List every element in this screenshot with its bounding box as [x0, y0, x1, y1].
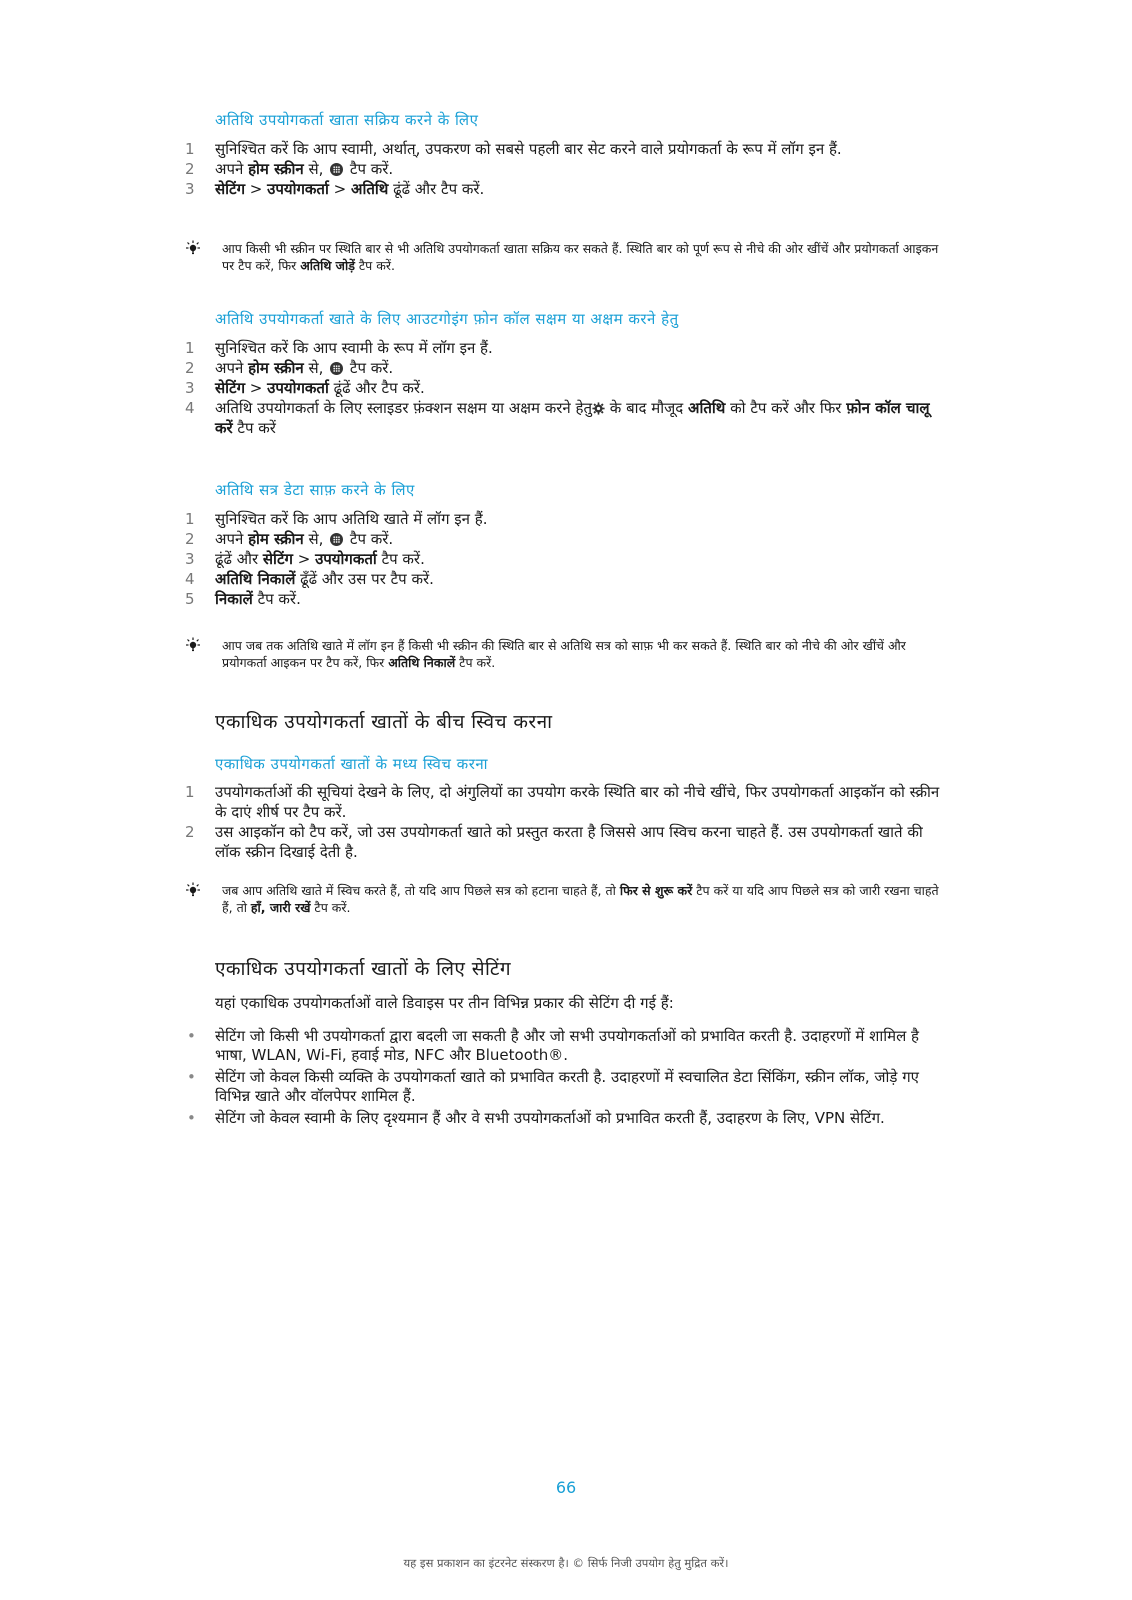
- list-item: [185, 1027, 955, 1065]
- section-title-guest-calls: अतिथि उपयोगकर्ता खाते के लिए आउटगोइंग फ़ोन कॉल सक्षम या अक्षम करने हेतु: [215, 310, 679, 328]
- step-text: को टैप करें और फिर: [725, 399, 847, 417]
- lightbulb-icon: [185, 882, 201, 898]
- step-number: 3: [185, 180, 195, 198]
- steps-activate-guest: [185, 139, 945, 199]
- step-text: सुनिश्चित करें कि आप स्वामी, अर्थात्, उपकरण को सबसे पहली बार सेट करने वाले प्रयोगकर्ता के रूप में लॉग इन हैं.: [215, 140, 842, 158]
- step-number: 1: [185, 510, 195, 528]
- step-item: [185, 398, 945, 438]
- tip-bold: हाँ, जारी रखें: [250, 900, 311, 915]
- step-bold: उपयोगकर्ता: [267, 379, 329, 397]
- section-title-clear-guest: अतिथि सत्र डेटा साफ़ करने के लिए: [215, 481, 415, 499]
- steps-guest-calls: [185, 338, 945, 438]
- tip-text-part: आप जब तक अतिथि खाते में लॉग इन हैं किसी भी स्क्रीन की स्थिति बार से अतिथि सत्र को साफ़ भी कर सकते हैं. स्थिति बार को नीचे की ओर खींचें और प्रयोगकर्ता आइकन पर टैप करें, फिर: [222, 638, 906, 670]
- tip-text: [222, 882, 945, 916]
- step-item: [185, 569, 945, 589]
- step-bold: उपयोगकर्ता: [267, 180, 329, 198]
- step-item: [185, 822, 945, 862]
- step-text: टैप करें.: [252, 590, 301, 608]
- step-number: 1: [185, 140, 195, 158]
- step-text: सुनिश्चित करें कि आप अतिथि खाते में लॉग इन हैं.: [215, 510, 488, 528]
- step-separator: >: [292, 550, 316, 568]
- tip-activate-guest: [185, 240, 945, 274]
- step-number: 4: [185, 399, 195, 417]
- step-number: 2: [185, 160, 195, 178]
- gear-icon: [592, 402, 605, 415]
- step-number: 2: [185, 530, 195, 548]
- intro-paragraph: यहां एकाधिक उपयोगकर्ताओं वाले डिवाइस पर तीन विभिन्न प्रकार की सेटिंग दी गई हैं:: [215, 994, 674, 1012]
- step-number: 2: [185, 823, 195, 841]
- step-bold: उपयोगकर्ता: [315, 550, 377, 568]
- step-item: [185, 782, 945, 822]
- step-number: 3: [185, 379, 195, 397]
- step-number: 3: [185, 550, 195, 568]
- step-number: 1: [185, 783, 195, 801]
- tip-text-part: आप किसी भी स्क्रीन पर स्थिति बार से भी अतिथि उपयोगकर्ता खाता सक्रिय कर सकते हैं. स्थिति बार को पूर्ण रूप से नीचे की ओर खींचें और प्रयोगकर्ता आइकन पर टैप करें, फिर: [222, 241, 939, 273]
- step-text: टैप करें.: [376, 550, 425, 568]
- section-title-switch-accounts: एकाधिक उपयोगकर्ता खातों के मध्य स्विच करना: [215, 755, 489, 773]
- apps-grid-icon: [330, 163, 343, 176]
- lightbulb-icon: [185, 637, 201, 653]
- step-bold: अतिथि निकालें: [215, 570, 296, 588]
- step-text: टैप करें.: [345, 160, 394, 178]
- tip-text-part: टैप करें.: [354, 258, 395, 273]
- bullet-marker: •: [187, 1109, 196, 1127]
- step-text: ढूंढें और: [215, 550, 263, 568]
- step-bold: होम स्क्रीन: [248, 530, 304, 548]
- step-bold: सेटिंग: [215, 180, 246, 198]
- step-separator: >: [245, 180, 268, 198]
- steps-switch-accounts: [185, 782, 945, 862]
- step-item: [185, 159, 945, 179]
- step-number: 2: [185, 359, 195, 377]
- tip-clear-guest: [185, 637, 945, 671]
- page-number: 66: [555, 1478, 577, 1497]
- list-item: [185, 1068, 955, 1106]
- step-item: [185, 139, 945, 159]
- step-item: [185, 509, 945, 529]
- step-number: 1: [185, 339, 195, 357]
- step-text: उस आइकॉन को टैप करें, जो उस उपयोगकर्ता खाते को प्रस्तुत करता है जिससे आप स्विच करना चाहते हैं. उस उपयोगकर्ता खाते की लॉक स्क्रीन दिखाई देती है.: [215, 823, 923, 861]
- step-item: [185, 529, 945, 549]
- step-bold: निकालें: [215, 590, 253, 608]
- step-item: [185, 378, 945, 398]
- step-number: 5: [185, 590, 195, 608]
- tip-text-part: टैप करें या यदि आप पिछले सत्र को जारी रखना चाहते हैं, तो: [222, 883, 939, 915]
- step-bold: सेटिंग: [262, 550, 293, 568]
- step-text: अपने: [215, 359, 249, 377]
- tip-bold: अतिथि जोड़ें: [300, 258, 355, 273]
- step-text: ढूँढें और उस पर टैप करें.: [295, 570, 434, 588]
- step-text: के बाद मौजूद: [605, 399, 688, 417]
- step-bold: होम स्क्रीन: [248, 160, 304, 178]
- lightbulb-icon: [185, 240, 201, 256]
- step-text: उपयोगकर्ताओं की सूचियां देखने के लिए, दो अंगुलियों का उपयोग करके स्थिति बार को नीचे खींचे, फिर उपयोगकर्ता आइकॉन को स्क्रीन के दाएं शीर्ष पर टैप करें.: [215, 783, 940, 821]
- step-item: [185, 549, 945, 569]
- step-text: अपने: [215, 160, 249, 178]
- step-bold: सेटिंग: [215, 379, 246, 397]
- bullet-text: सेटिंग जो किसी भी उपयोगकर्ता द्वारा बदली जा सकती है और जो सभी उपयोगकर्ताओं को प्रभावित करती है. उदाहरणों में शामिल है भाषा, WLAN, Wi-Fi, हवाई मोड, NFC और Bluetooth®.: [215, 1027, 919, 1064]
- step-item: [185, 179, 945, 199]
- bullet-text: सेटिंग जो केवल स्वामी के लिए दृश्यमान हैं और वे सभी उपयोगकर्ताओं को प्रभावित करती हैं, उदाहरण के लिए, VPN सेटिंग.: [215, 1109, 885, 1127]
- steps-clear-guest: [185, 509, 945, 609]
- tip-text-part: जब आप अतिथि खाते में स्विच करते हैं, तो यदि आप पिछले सत्र को हटाना चाहते हैं, तो: [222, 883, 620, 898]
- footer-notice: यह इस प्रकाशन का इंटरनेट संस्करण है। © सिर्फ निजी उपयोग हेतु मुद्रित करें।: [403, 1556, 729, 1570]
- heading-multi-user-settings: एकाधिक उपयोगकर्ता खातों के लिए सेटिंग: [215, 958, 511, 980]
- step-separator: >: [245, 379, 268, 397]
- heading-switch-accounts: एकाधिक उपयोगकर्ता खातों के बीच स्विच करना: [215, 711, 553, 733]
- list-item: [185, 1109, 955, 1128]
- step-text: से,: [303, 530, 329, 548]
- step-text: से,: [303, 160, 329, 178]
- step-text: ढूंढें और टैप करें.: [388, 180, 485, 198]
- step-text: अतिथि उपयोगकर्ता के लिए स्लाइडर फ़ंक्शन सक्षम या अक्षम करने हेतु: [215, 399, 593, 417]
- bullet-text: सेटिंग जो केवल किसी व्यक्ति के उपयोगकर्ता खाते को प्रभावित करती है. उदाहरणों में स्वचालित डेटा सिंकिंग, स्क्रीन लॉक, जोड़े गए विभिन्न खाते और वॉलपेपर शामिल हैं.: [215, 1068, 919, 1105]
- tip-bold: अतिथि निकालें: [388, 655, 456, 670]
- step-number: 4: [185, 570, 195, 588]
- tip-text: [222, 240, 945, 274]
- settings-bullet-list: [185, 1027, 955, 1131]
- step-bold: होम स्क्रीन: [248, 359, 304, 377]
- apps-grid-icon: [330, 533, 343, 546]
- tip-text-part: टैप करें.: [310, 900, 351, 915]
- tip-text-part: टैप करें.: [455, 655, 496, 670]
- section-title-activate-guest: अतिथि उपयोगकर्ता खाता सक्रिय करने के लिए: [215, 111, 479, 129]
- step-item: [185, 338, 945, 358]
- bullet-marker: •: [187, 1027, 196, 1045]
- step-text: टैप करें.: [345, 359, 394, 377]
- step-text: सुनिश्चित करें कि आप स्वामी के रूप में लॉग इन हैं.: [215, 339, 493, 357]
- step-text: से,: [303, 359, 329, 377]
- step-item: [185, 358, 945, 378]
- step-separator: >: [328, 180, 351, 198]
- step-text: टैप करें: [232, 419, 276, 437]
- tip-bold: फिर से शुरू करें: [619, 883, 693, 898]
- step-text: ढूंढें और टैप करें.: [328, 379, 425, 397]
- tip-switch-accounts: [185, 882, 945, 916]
- step-bold: अतिथि: [688, 399, 726, 417]
- step-bold: फ़ोन कॉल चालू करें: [215, 399, 930, 437]
- step-text: अपने: [215, 530, 249, 548]
- step-text: टैप करें.: [345, 530, 394, 548]
- apps-grid-icon: [330, 362, 343, 375]
- tip-text: [222, 637, 945, 671]
- step-bold: अतिथि: [350, 180, 389, 198]
- step-item: [185, 589, 945, 609]
- bullet-marker: •: [187, 1068, 196, 1086]
